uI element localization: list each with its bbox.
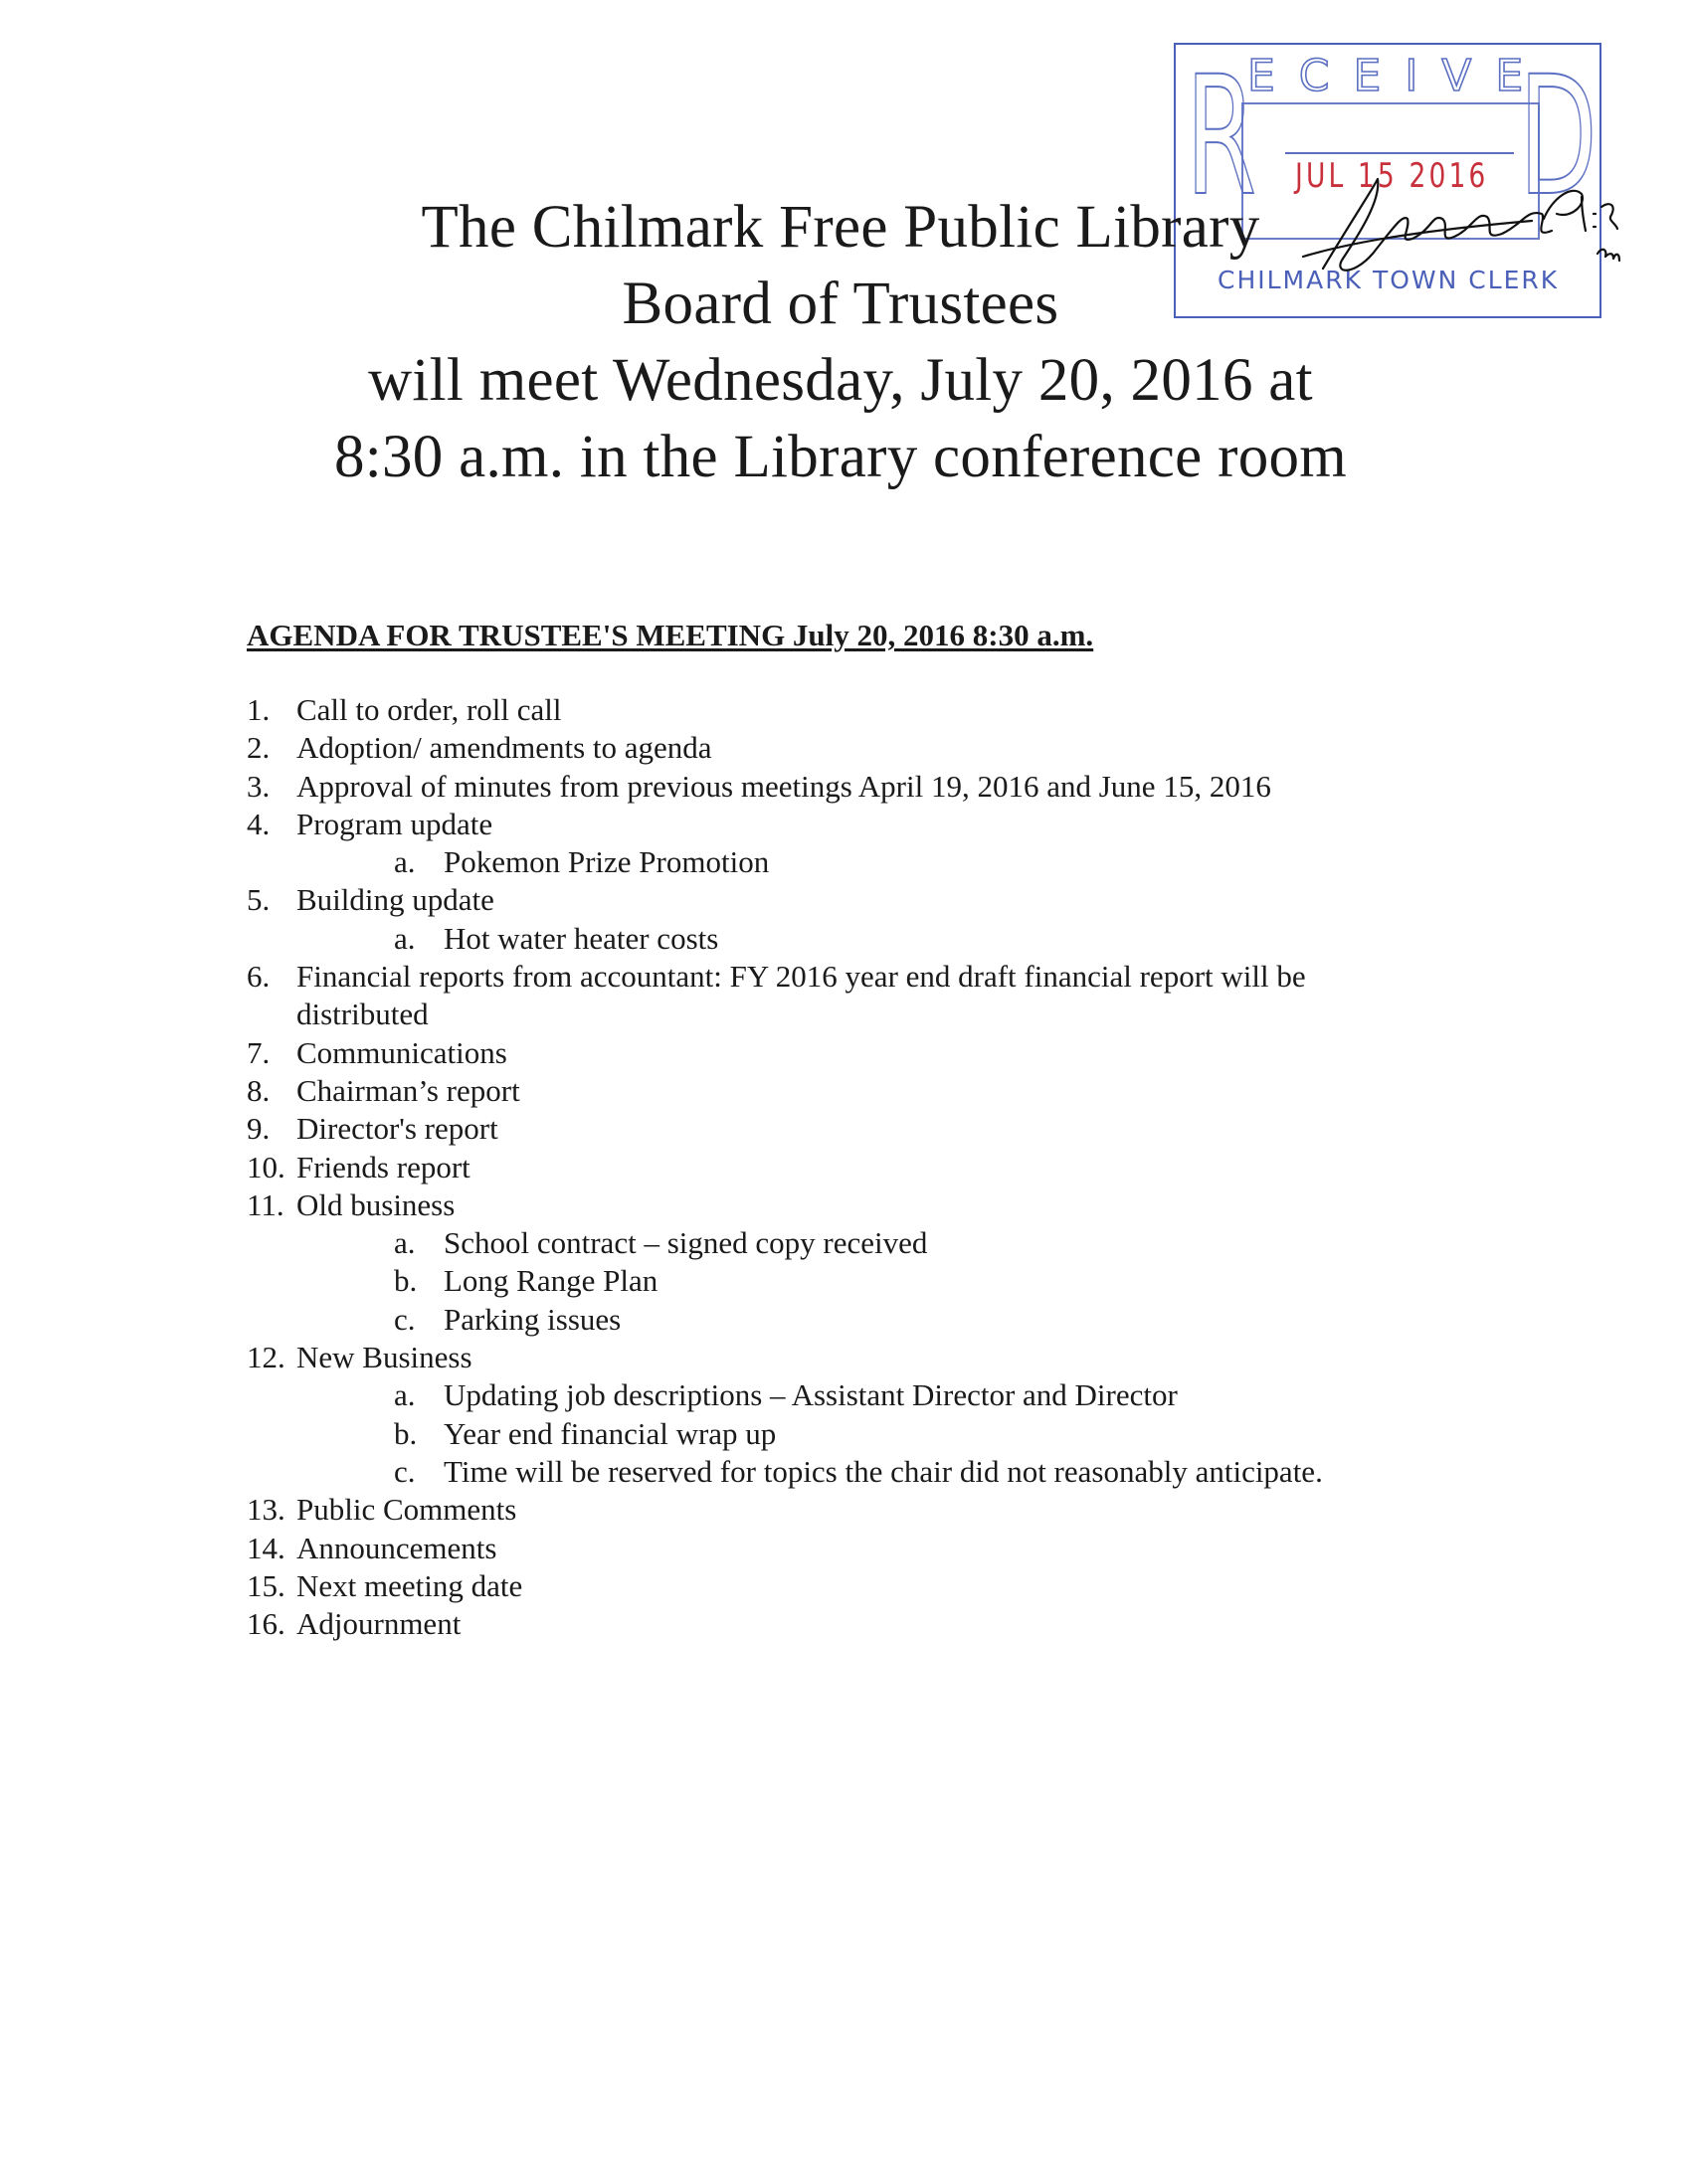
subitem-text: School contract – signed copy received <box>444 1225 928 1261</box>
stamp-date-line <box>1285 152 1514 154</box>
subitem-text: Updating job descriptions – Assistant Director and Director <box>444 1377 1178 1413</box>
board-name: Board of Trustees <box>622 271 1059 337</box>
agenda-item <box>247 1034 1480 1072</box>
agenda-item <box>247 691 1480 729</box>
agenda-item <box>247 806 1480 843</box>
item-number: 9. <box>247 1111 271 1147</box>
item-number: 1. <box>247 692 271 727</box>
meeting-date-line: will meet Wednesday, July 20, 2016 at <box>368 347 1313 414</box>
agenda-item <box>247 1605 1480 1643</box>
agenda-subitem <box>247 1415 1480 1453</box>
item-number: 13. <box>247 1492 285 1528</box>
item-number: 7. <box>247 1034 271 1070</box>
subitem-letter: a. <box>394 1377 416 1413</box>
agenda-item <box>247 1567 1480 1605</box>
subitem-text: Long Range Plan <box>444 1263 658 1299</box>
item-text: Adjournment <box>296 1606 462 1642</box>
agenda-item <box>247 1339 1480 1376</box>
agenda-item <box>247 1186 1480 1224</box>
subitem-text: Hot water heater costs <box>444 920 719 956</box>
stamp-date: JUL 15 2016 <box>1295 156 1489 196</box>
item-number: 4. <box>247 806 271 841</box>
item-text: Announcements <box>296 1530 497 1565</box>
item-text: Next meeting date <box>296 1567 523 1603</box>
item-text: Financial reports from accountant: FY 2016 year end draft financial report will be distributed <box>296 959 1306 1032</box>
item-number: 10. <box>247 1149 285 1184</box>
subitem-letter: a. <box>394 844 416 880</box>
agenda-subitem <box>247 843 1480 881</box>
item-text: Program update <box>296 806 493 841</box>
subitem-letter: b. <box>394 1415 418 1451</box>
agenda-subitem <box>247 1224 1480 1262</box>
agenda-subitem <box>247 1376 1480 1414</box>
stamp-letter-d: D <box>1519 41 1597 232</box>
meeting-notice-header <box>0 189 1681 495</box>
subitem-text: Parking issues <box>444 1301 622 1337</box>
item-number: 5. <box>247 882 271 918</box>
subitem-text: Pokemon Prize Promotion <box>444 844 770 880</box>
item-number: 6. <box>247 959 271 995</box>
stamp-letter-r: R <box>1186 41 1257 232</box>
meeting-location-line: 8:30 a.m. in the Library conference room <box>333 424 1348 490</box>
agenda-item <box>247 1149 1480 1186</box>
agenda-item <box>247 1530 1480 1567</box>
agenda-item <box>247 881 1480 919</box>
item-number: 11. <box>247 1186 284 1222</box>
item-number: 3. <box>247 768 271 804</box>
agenda-item <box>247 958 1480 1034</box>
subitem-text: Year end financial wrap up <box>444 1415 777 1451</box>
library-name: The Chilmark Free Public Library <box>421 194 1260 261</box>
item-number: 14. <box>247 1530 285 1565</box>
agenda-item <box>247 729 1480 767</box>
agenda-item <box>247 1491 1480 1529</box>
stamp-received-text: ECEIVE <box>1247 51 1548 101</box>
item-text: Director's report <box>296 1111 498 1147</box>
item-text: Adoption/ amendments to agenda <box>296 730 712 766</box>
agenda-subitem <box>247 1301 1480 1339</box>
agenda-item <box>247 1110 1480 1148</box>
subitem-letter: a. <box>394 1225 416 1261</box>
item-number: 16. <box>247 1606 285 1642</box>
subitem-letter: a. <box>394 920 416 956</box>
subitem-letter: b. <box>394 1263 418 1299</box>
item-number: 8. <box>247 1072 271 1108</box>
agenda-subitem <box>247 1262 1480 1300</box>
item-text: Public Comments <box>296 1492 517 1528</box>
item-text: Chairman’s report <box>296 1072 520 1108</box>
agenda-subitem <box>247 920 1480 958</box>
item-text: Building update <box>296 882 494 918</box>
item-number: 15. <box>247 1567 285 1603</box>
subitem-letter: c. <box>394 1301 416 1337</box>
item-text: Communications <box>296 1034 507 1070</box>
agenda-subitem <box>247 1453 1480 1491</box>
item-text: Approval of minutes from previous meetings April 19, 2016 and June 15, 2016 <box>296 768 1271 804</box>
stamp-office: CHILMARK TOWN CLERK <box>1218 266 1560 294</box>
item-text: Friends report <box>296 1149 470 1184</box>
agenda-item <box>247 1072 1480 1110</box>
item-number: 12. <box>247 1340 285 1375</box>
subitem-letter: c. <box>394 1453 416 1489</box>
item-text: Old business <box>296 1186 456 1222</box>
item-text: New Business <box>296 1340 472 1375</box>
agenda-heading: AGENDA FOR TRUSTEE'S MEETING July 20, 2016 8:30 a.m. <box>247 618 1094 652</box>
subitem-text: Time will be reserved for topics the chair did not reasonably anticipate. <box>444 1453 1323 1489</box>
agenda-list <box>247 691 1480 1643</box>
item-text: Call to order, roll call <box>296 692 562 727</box>
item-number: 2. <box>247 730 271 766</box>
agenda-item <box>247 768 1480 806</box>
